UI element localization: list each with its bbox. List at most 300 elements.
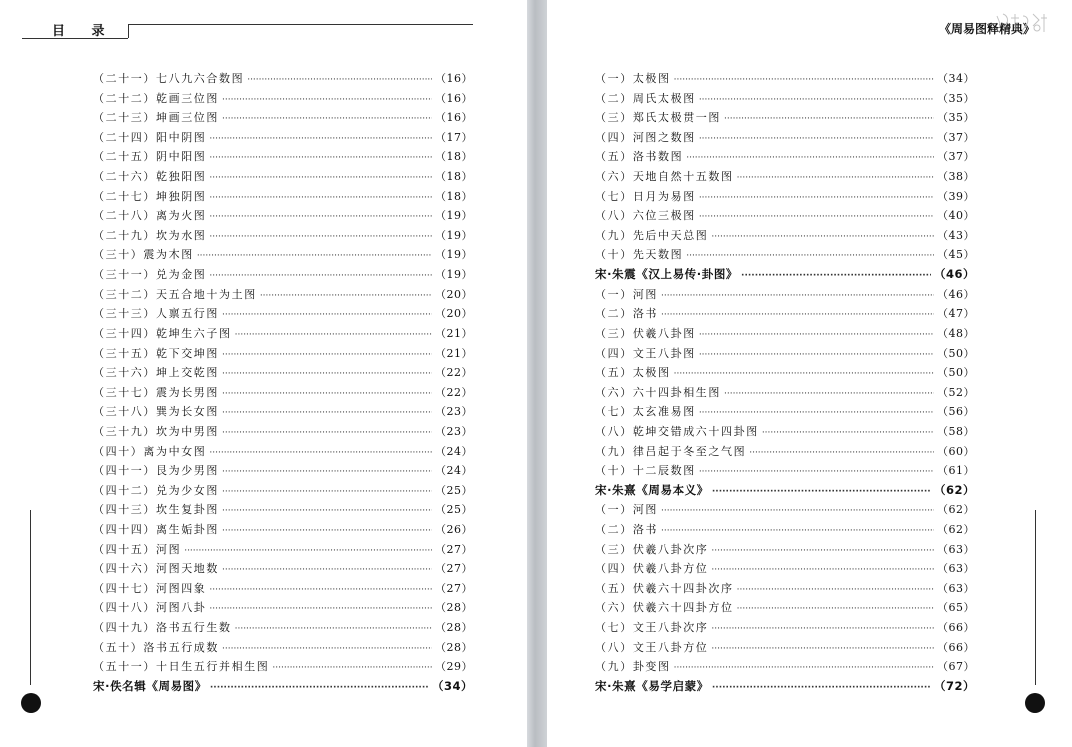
toc-entry-title: 河图 <box>632 287 659 301</box>
toc-entry <box>595 541 975 561</box>
toc-entry-number: （三十四） <box>93 326 156 340</box>
toc-entry <box>93 207 473 227</box>
toc-page-number: （25） <box>435 483 473 497</box>
dot-leader <box>222 310 432 320</box>
toc-entry-title: 坤画三位图 <box>156 111 219 125</box>
toc-entry-title: 坤上交乾图 <box>156 366 219 380</box>
toc-page-number: （22） <box>435 385 473 399</box>
toc-entry <box>595 109 975 129</box>
toc-entry-number: （十） <box>595 464 633 478</box>
toc-page-number: （23） <box>435 405 473 419</box>
dot-leader <box>737 604 934 614</box>
dot-leader <box>699 350 934 360</box>
toc-entry-number: （七） <box>595 189 633 203</box>
toc-entry-number: （二十二） <box>93 91 156 105</box>
toc-entry <box>595 364 975 384</box>
toc-entry <box>93 188 473 208</box>
dot-leader <box>699 95 934 105</box>
toc-entry <box>93 501 473 521</box>
toc-entry-number: （二十八） <box>93 209 156 223</box>
toc-entry-title: 坎生复卦图 <box>156 503 219 517</box>
toc-entry-title: 十二辰数图 <box>632 464 696 478</box>
toc-entry-title: 震为木图 <box>143 248 194 262</box>
toc-page-number: （22） <box>435 366 473 380</box>
toc-entry-title: 宋·朱震《汉上易传·卦图》 <box>595 267 739 282</box>
toc-entry-number: （三） <box>595 111 633 125</box>
toc-entry <box>93 266 473 286</box>
toc-entry-title: 河图四象 <box>156 581 207 595</box>
toc-entry <box>93 325 473 345</box>
dot-leader <box>724 389 934 399</box>
toc-entry-number: （五） <box>595 581 633 595</box>
toc-entry-title: 卦变图 <box>632 660 671 674</box>
dot-leader <box>661 291 934 301</box>
toc-entry-number: （二） <box>595 523 633 537</box>
toc-list-right <box>595 70 975 698</box>
toc-entry <box>93 168 473 188</box>
toc-entry-title: 伏羲八卦次序 <box>632 542 709 556</box>
dot-leader <box>711 624 934 634</box>
toc-list-left <box>93 70 473 698</box>
toc-entry-title: 艮为少男图 <box>156 464 219 478</box>
toc-entry <box>93 462 473 482</box>
toc-entry-number: （二十五） <box>93 150 156 164</box>
dot-leader <box>209 232 432 242</box>
toc-page-number: （66） <box>937 640 975 654</box>
toc-section-heading <box>595 678 975 698</box>
dot-leader <box>737 585 934 595</box>
toc-entry <box>595 521 975 541</box>
toc-entry-number: （二十六） <box>93 170 156 184</box>
toc-entry-number: （四十八） <box>93 601 156 615</box>
toc-entry-number: （九） <box>595 444 633 458</box>
toc-entry <box>595 599 975 619</box>
toc-entry-title: 离为中女图 <box>143 444 207 458</box>
toc-entry-number: （四十九） <box>93 621 156 635</box>
toc-section-heading <box>595 266 975 286</box>
toc-entry-title: 兑为少女图 <box>156 483 219 497</box>
dot-leader <box>260 291 432 301</box>
binding-line <box>1035 510 1036 685</box>
toc-page-number: （21） <box>435 326 473 340</box>
toc-entry-number: （五十） <box>93 640 144 654</box>
toc-page-number: （27） <box>435 581 473 595</box>
toc-page-number: （39） <box>937 189 975 203</box>
toc-entry-number: （二十九） <box>93 228 156 242</box>
toc-entry-title: 六位三极图 <box>632 209 696 223</box>
dot-leader <box>741 271 931 281</box>
toc-entry-title: 乾画三位图 <box>156 91 219 105</box>
toc-entry-title: 河图 <box>632 503 659 517</box>
book-title-header: 《周易图释精典》 <box>938 22 1035 36</box>
toc-entry-title: 洛书数图 <box>632 150 684 164</box>
dot-leader <box>272 663 432 673</box>
toc-entry-number: （三十九） <box>93 424 156 438</box>
toc-entry-title: 洛书五行生数 <box>156 621 232 635</box>
dot-leader <box>222 95 432 105</box>
dot-leader <box>222 114 432 124</box>
toc-entry <box>595 227 975 247</box>
toc-entry-title: 伏羲八卦图 <box>632 326 696 340</box>
dot-leader <box>674 75 934 85</box>
toc-entry-number: （二十七） <box>93 189 156 203</box>
toc-page-number: （37） <box>937 130 975 144</box>
toc-entry <box>595 658 975 678</box>
dot-leader <box>711 644 934 654</box>
dot-leader <box>197 251 432 261</box>
toc-entry-title: 宋·朱熹《易学启蒙》 <box>595 678 709 693</box>
toc-entry-number: （九） <box>595 660 633 674</box>
toc-entry-number: （四十四） <box>93 523 156 537</box>
toc-section-heading <box>93 678 473 698</box>
dot-leader <box>661 526 934 536</box>
dot-leader <box>762 428 934 438</box>
toc-entry-title: 文王八卦次序 <box>632 621 709 635</box>
toc-entry-title: 先天数图 <box>632 248 684 262</box>
toc-entry-title: 太极图 <box>632 72 671 85</box>
toc-page-number: （27） <box>435 542 473 556</box>
dot-leader <box>222 506 432 516</box>
toc-entry <box>595 90 975 110</box>
toc-entry-number: （五） <box>595 150 633 164</box>
toc-entry <box>93 403 473 423</box>
toc-entry <box>595 501 975 521</box>
toc-entry <box>93 560 473 580</box>
toc-entry-title: 离为火图 <box>156 209 207 223</box>
dot-leader <box>184 546 432 556</box>
toc-entry-number: （九） <box>595 228 633 242</box>
binder-hole <box>1025 693 1045 713</box>
dot-leader <box>222 467 432 477</box>
toc-entry <box>93 384 473 404</box>
header-rule <box>128 24 473 25</box>
toc-entry-title: 洛书五行成数 <box>143 640 220 654</box>
toc-entry <box>93 246 473 266</box>
header-underline <box>22 38 128 39</box>
dot-leader <box>209 271 432 281</box>
toc-entry-number: （六） <box>595 601 633 615</box>
toc-entry-title: 伏羲六十四卦方位 <box>632 601 734 615</box>
toc-entry-title: 坎为中男图 <box>156 424 219 438</box>
toc-page-number: （50） <box>937 346 975 360</box>
toc-page-number: （67） <box>937 660 975 674</box>
toc-page-number: （19） <box>435 248 473 262</box>
toc-page-number: （24） <box>435 464 473 478</box>
toc-page-number: （56） <box>937 405 975 419</box>
toc-entry-number: （四） <box>595 346 633 360</box>
toc-entry <box>595 286 975 306</box>
toc-entry-number: （二十四） <box>93 130 156 144</box>
toc-entry <box>595 207 975 227</box>
toc-entry-number: （三十） <box>93 248 144 262</box>
toc-page-number: （19） <box>435 209 473 223</box>
toc-entry-number: （二） <box>595 91 633 105</box>
toc-entry-number: （三十二） <box>93 287 156 301</box>
toc-entry-title: 宋·佚名辑《周易图》 <box>93 678 207 693</box>
toc-entry-number: （三十七） <box>93 385 156 399</box>
toc-entry-title: 日月为易图 <box>632 189 696 203</box>
toc-entry-title: 伏羲八卦方位 <box>632 562 709 576</box>
toc-entry-title: 洛书 <box>632 523 659 537</box>
dot-leader <box>711 232 934 242</box>
toc-page-number: （28） <box>435 601 473 615</box>
toc-entry <box>93 129 473 149</box>
dot-leader <box>209 604 432 614</box>
dot-leader <box>674 369 934 379</box>
toc-page-number: （52） <box>937 385 975 399</box>
toc-page-number: （34） <box>431 678 473 693</box>
toc-entry-number: （三十五） <box>93 346 156 360</box>
dot-leader <box>712 487 931 497</box>
toc-entry-title: 河图天地数 <box>156 562 219 576</box>
left-page <box>0 0 527 747</box>
toc-page-number: （28） <box>435 640 473 654</box>
toc-page-number: （21） <box>435 346 473 360</box>
toc-entry-title: 乾独阳图 <box>156 170 207 184</box>
toc-entry <box>93 619 473 639</box>
toc-entry-number: （八） <box>595 424 633 438</box>
toc-entry-title: 文王八卦图 <box>632 346 696 360</box>
toc-page-number: （16） <box>435 72 473 85</box>
toc-page-number: （45） <box>937 248 975 262</box>
toc-entry <box>595 403 975 423</box>
toc-page-number: （66） <box>937 621 975 635</box>
dot-leader <box>209 212 432 222</box>
toc-page-number: （43） <box>937 228 975 242</box>
toc-entry <box>595 188 975 208</box>
toc-page-number: （37） <box>937 150 975 164</box>
toc-entry-number: （三十六） <box>93 366 156 380</box>
dot-leader <box>235 624 432 634</box>
toc-entry-number: （四十五） <box>93 542 156 556</box>
toc-page-number: （29） <box>435 660 473 674</box>
dot-leader <box>686 251 934 261</box>
toc-entry-number: （六） <box>595 170 633 184</box>
toc-page-number: （46） <box>933 267 975 282</box>
toc-entry <box>595 325 975 345</box>
dot-leader <box>674 663 934 673</box>
toc-entry-title: 河图 <box>156 542 182 556</box>
toc-entry <box>93 541 473 561</box>
dot-leader <box>699 408 934 418</box>
toc-entry-title: 离生姤卦图 <box>156 523 219 537</box>
dot-leader <box>661 506 934 516</box>
dot-leader <box>712 683 931 693</box>
dot-leader <box>699 193 934 203</box>
toc-entry-number: （四十六） <box>93 562 156 576</box>
toc-page-number: （62） <box>937 503 975 517</box>
dot-leader <box>222 487 432 497</box>
dot-leader <box>737 173 934 183</box>
toc-page-number: （61） <box>937 464 975 478</box>
toc-entry <box>93 364 473 384</box>
toc-entry <box>595 580 975 600</box>
toc-entry-title: 太玄准易图 <box>632 405 696 419</box>
toc-page-number: （72） <box>933 678 975 693</box>
toc-entry-number: （一） <box>595 72 633 85</box>
toc-entry <box>595 148 975 168</box>
toc-entry-number: （一） <box>595 503 633 517</box>
toc-entry-title: 阴中阳图 <box>156 150 207 164</box>
toc-entry <box>93 109 473 129</box>
toc-entry-number: （四十七） <box>93 581 156 595</box>
toc-entry-title: 七八九六合数图 <box>156 72 245 85</box>
dot-leader <box>209 585 432 595</box>
toc-entry <box>93 521 473 541</box>
toc-entry-number: （二） <box>595 307 633 321</box>
toc-entry <box>93 70 473 90</box>
dot-leader <box>222 369 432 379</box>
toc-page-number: （65） <box>937 601 975 615</box>
toc-page-number: （47） <box>937 307 975 321</box>
toc-entry <box>595 70 975 90</box>
dot-leader <box>209 173 432 183</box>
toc-entry-number: （四十一） <box>93 464 156 478</box>
toc-entry-title: 太极图 <box>632 366 671 380</box>
dot-leader <box>209 153 432 163</box>
dot-leader <box>210 683 429 693</box>
toc-page-number: （35） <box>937 111 975 125</box>
toc-entry-number: （三十八） <box>93 405 156 419</box>
toc-entry-number: （六） <box>595 385 633 399</box>
toc-entry-title: 先后中天总图 <box>632 228 709 242</box>
toc-page-number: （26） <box>435 523 473 537</box>
toc-entry-number: （二十三） <box>93 111 156 125</box>
toc-page-number: （17） <box>435 130 473 144</box>
toc-entry <box>93 443 473 463</box>
toc-page-number: （18） <box>435 189 473 203</box>
dot-leader <box>222 565 432 575</box>
toc-entry-number: （五十一） <box>93 660 156 674</box>
toc-entry-number: （十） <box>595 248 633 262</box>
toc-page-number: （20） <box>435 287 473 301</box>
right-page <box>547 0 1072 747</box>
toc-page-number: （35） <box>937 91 975 105</box>
toc-entry-number: （四十二） <box>93 483 156 497</box>
toc-entry <box>93 423 473 443</box>
dot-leader <box>247 75 432 85</box>
toc-page-number: （40） <box>937 209 975 223</box>
toc-entry-title: 洛书 <box>632 307 659 321</box>
dot-leader <box>209 193 432 203</box>
stamp-mark <box>993 10 1051 36</box>
toc-page-number: （18） <box>435 170 473 184</box>
toc-entry <box>93 286 473 306</box>
dot-leader <box>209 134 432 144</box>
toc-page-number: （62） <box>937 523 975 537</box>
toc-entry-title: 坎为水图 <box>156 228 207 242</box>
dot-leader <box>686 153 934 163</box>
page-gutter <box>527 0 547 747</box>
toc-entry-number: （三十一） <box>93 268 156 282</box>
toc-entry-title: 天五合地十为土图 <box>156 287 257 301</box>
toc-entry-title: 律吕起于冬至之气图 <box>632 444 747 458</box>
toc-entry-title: 伏羲六十四卦次序 <box>632 581 734 595</box>
toc-entry <box>595 345 975 365</box>
toc-page-number: （63） <box>937 581 975 595</box>
toc-entry-title: 乾坤交错成六十四卦图 <box>632 424 759 438</box>
toc-page-number: （25） <box>435 503 473 517</box>
toc-entry-title: 河图之数图 <box>632 130 696 144</box>
toc-entry-title: 河图八卦 <box>156 601 207 615</box>
toc-page-number: （19） <box>435 268 473 282</box>
toc-entry <box>595 462 975 482</box>
toc-page-number: （16） <box>435 111 473 125</box>
toc-entry-number: （四十三） <box>93 503 156 517</box>
dot-leader <box>222 350 432 360</box>
dot-leader <box>699 212 934 222</box>
toc-entry <box>595 129 975 149</box>
toc-entry <box>93 599 473 619</box>
toc-entry-title: 兑为金图 <box>156 268 207 282</box>
toc-entry <box>93 639 473 659</box>
dot-leader <box>222 644 432 654</box>
dot-leader <box>749 448 934 458</box>
dot-leader <box>222 389 432 399</box>
toc-entry <box>93 305 473 325</box>
toc-entry <box>595 246 975 266</box>
toc-section-heading <box>595 482 975 502</box>
page-header-title: 目 录 <box>52 24 116 39</box>
toc-page-number: （50） <box>937 366 975 380</box>
dot-leader <box>711 546 934 556</box>
dot-leader <box>699 467 934 477</box>
toc-page-number: （48） <box>937 326 975 340</box>
toc-entry-title: 人禀五行图 <box>156 307 219 321</box>
toc-entry <box>93 345 473 365</box>
toc-page-number: （58） <box>937 424 975 438</box>
toc-entry-number: （七） <box>595 621 633 635</box>
toc-entry-number: （五） <box>595 366 633 380</box>
toc-entry <box>595 639 975 659</box>
dot-leader <box>209 448 432 458</box>
toc-entry <box>93 658 473 678</box>
toc-entry <box>93 580 473 600</box>
toc-page-number: （16） <box>435 91 473 105</box>
toc-page-number: （62） <box>933 482 975 497</box>
toc-entry <box>595 305 975 325</box>
toc-entry-number: （三） <box>595 542 633 556</box>
toc-entry <box>93 90 473 110</box>
toc-page-number: （38） <box>937 170 975 184</box>
dot-leader <box>661 310 934 320</box>
dot-leader <box>235 330 432 340</box>
toc-entry-title: 天地自然十五数图 <box>632 170 734 184</box>
toc-page-number: （19） <box>435 228 473 242</box>
toc-entry-title: 郑氏太极贯一图 <box>632 111 722 125</box>
toc-entry-number: （三十三） <box>93 307 156 321</box>
toc-entry-title: 阳中阴图 <box>156 130 207 144</box>
toc-page-number: （63） <box>937 562 975 576</box>
binder-hole <box>21 693 41 713</box>
dot-leader <box>699 134 934 144</box>
toc-entry-title: 周氏太极图 <box>632 91 696 105</box>
toc-entry-number: （二十一） <box>93 72 156 85</box>
toc-entry-title: 文王八卦方位 <box>632 640 709 654</box>
toc-entry-number: （七） <box>595 405 633 419</box>
toc-page-number: （28） <box>435 621 473 635</box>
toc-entry <box>595 423 975 443</box>
toc-page-number: （63） <box>937 542 975 556</box>
toc-page-number: （20） <box>435 307 473 321</box>
toc-entry-number: （四） <box>595 130 633 144</box>
toc-entry-number: （四十） <box>93 444 144 458</box>
toc-entry <box>595 619 975 639</box>
toc-entry <box>595 168 975 188</box>
toc-entry-title: 坤独阴图 <box>156 189 207 203</box>
toc-entry <box>93 482 473 502</box>
toc-page-number: （46） <box>937 287 975 301</box>
